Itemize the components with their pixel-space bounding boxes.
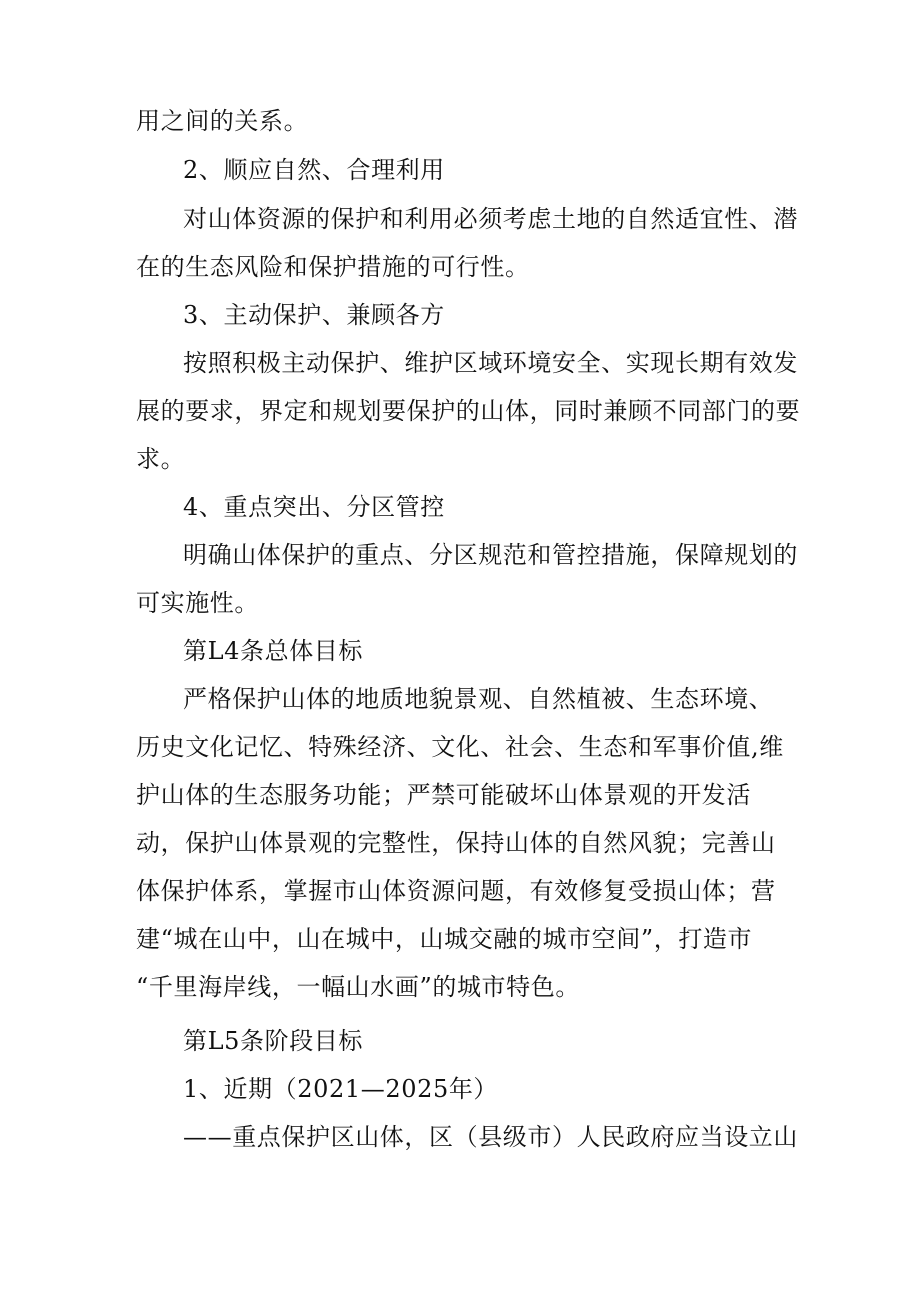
subsection-heading-near-term: 1、近期（2021—2025年）	[183, 1075, 499, 1103]
text-line-14: 历史文化记忆、特殊经济、文化、社会、生态和军事价值,维	[136, 733, 784, 761]
text-line-13: 严格保护山体的地质地貌景观、自然植被、生态环境、	[183, 685, 774, 713]
text-line-6: 按照积极主动保护、维护区域环境安全、实现长期有效发	[183, 349, 798, 377]
text-line-16: 动，保护山体景观的完整性，保持山体的自然风貌；完善山	[136, 829, 776, 857]
text-line-11: 可实施性。	[136, 589, 259, 617]
section-heading-2: 2、顺应自然、合理利用	[183, 156, 445, 184]
text-line-8: 求。	[136, 445, 186, 473]
article-heading-14: 第L4条总体目标	[183, 637, 364, 665]
text-line-22: ——重点保护区山体，区（县级市）人民政府应当设立山	[183, 1123, 798, 1151]
text-line-4: 在的生态风险和保护措施的可行性。	[136, 253, 530, 281]
text-line-1: 用之间的关系。	[136, 107, 309, 135]
section-heading-3: 3、主动保护、兼顾各方	[183, 301, 445, 329]
text-line-7: 展的要求，界定和规划要保护的山体，同时兼顾不同部门的要	[136, 397, 801, 425]
text-line-3: 对山体资源的保护和利用必须考虑土地的自然适宜性、潜	[183, 205, 798, 233]
section-heading-4: 4、重点突出、分区管控	[183, 493, 445, 521]
text-line-19: “千里海岸线，一幅山水画”的城市特色。	[136, 973, 580, 1001]
text-line-15: 护山体的生态服务功能；严禁可能破坏山体景观的开发活	[136, 781, 751, 809]
text-line-17: 体保护体系，掌握市山体资源问题，有效修复受损山体；营	[136, 877, 776, 905]
article-heading-15: 第L5条阶段目标	[183, 1027, 364, 1055]
text-line-10: 明确山体保护的重点、分区规范和管控措施，保障规划的	[183, 541, 798, 569]
text-line-18: 建“城在山中，山在城中，山城交融的城市空间”，打造市	[136, 925, 753, 953]
